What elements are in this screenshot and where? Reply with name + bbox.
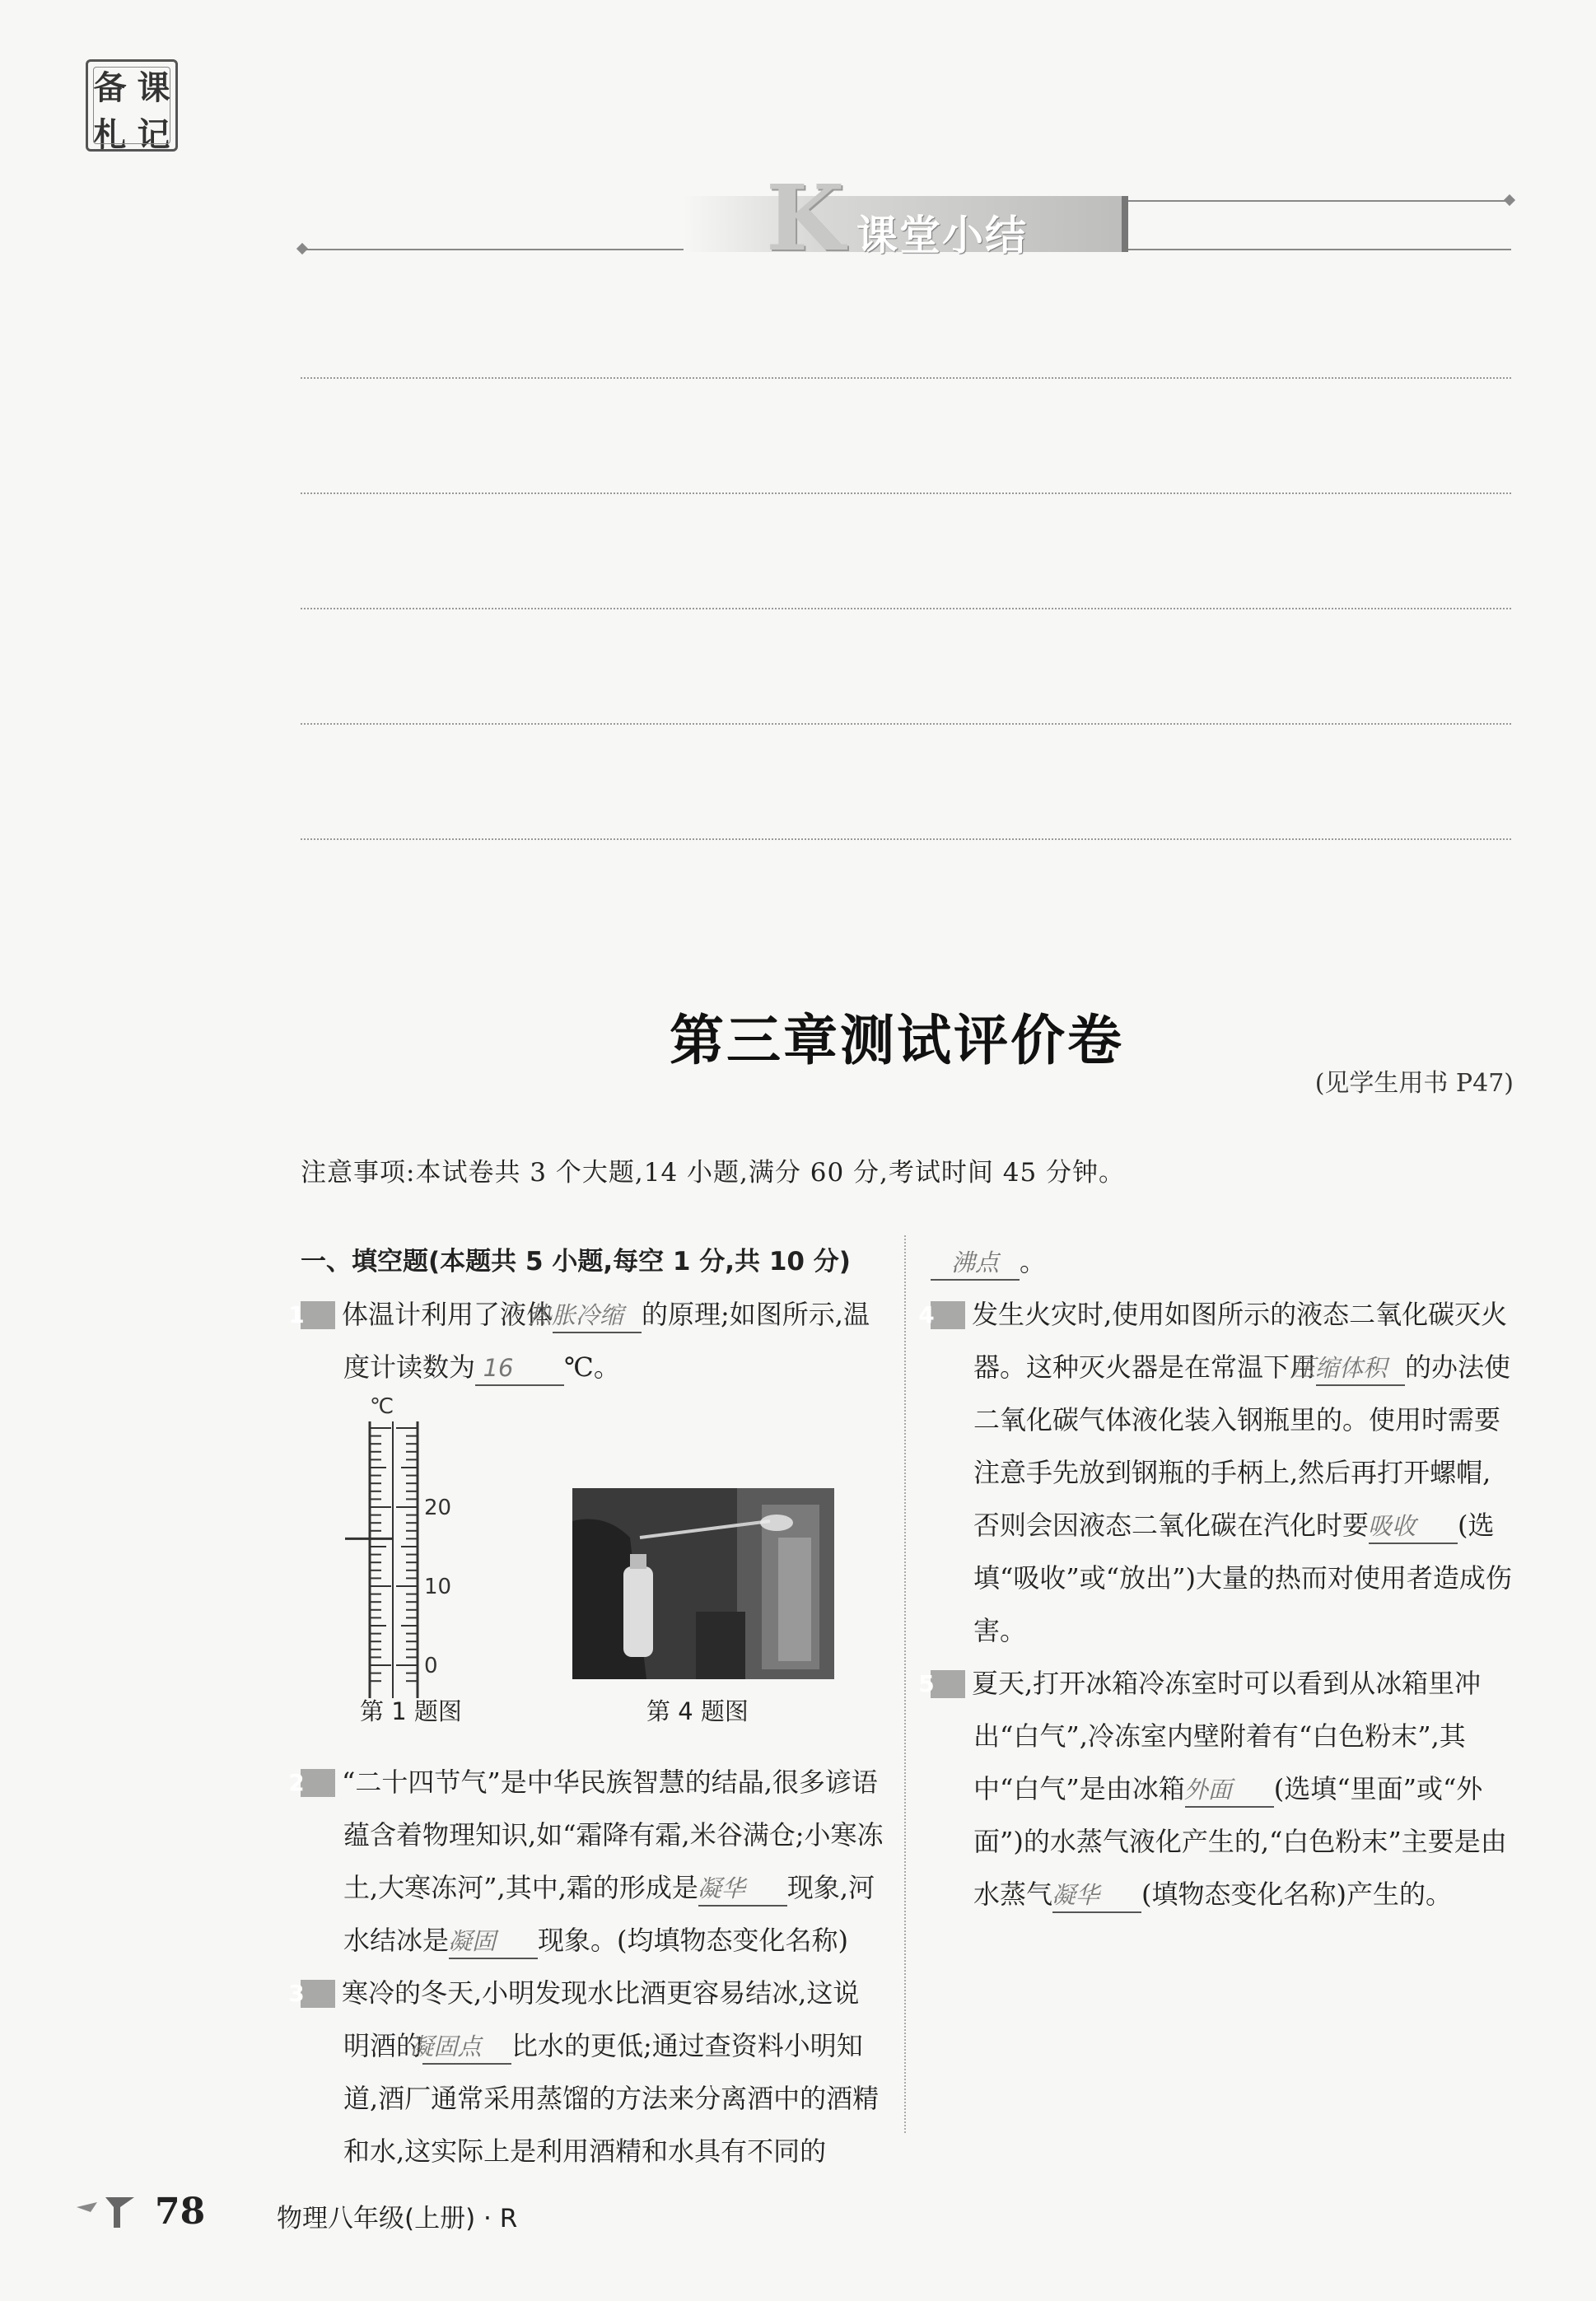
question-number: 3 xyxy=(301,1980,335,2008)
writing-line xyxy=(301,377,1511,379)
question-2: 2 “二十四节气”是中华民族智慧的结晶,很多谚语蕴含着物理知识,如“霜降有霜,米谷满仓;小寒冻土,大寒冻河”,其中,霜的形成是凝华 现象,河水结冰是凝固 现象。(均填物态变化名称) xyxy=(301,1756,885,1967)
right-column xyxy=(918,1235,1515,1921)
stamp-char: 记 xyxy=(137,116,170,154)
stamp-char: 课 xyxy=(137,69,170,107)
diamond-icon xyxy=(296,243,308,254)
answer-blank: 凝华 xyxy=(1052,1879,1141,1913)
question-number: 5 xyxy=(931,1670,965,1698)
thermometer-unit: ℃ xyxy=(370,1394,394,1419)
writing-line xyxy=(301,608,1511,609)
tick-label: 20 xyxy=(424,1496,452,1520)
section-header-letter: K xyxy=(766,165,845,271)
writing-line xyxy=(301,723,1511,725)
figure-caption: 第 1 题图 xyxy=(360,1697,462,1725)
exam-title: 第三章测试评价卷 xyxy=(670,1008,1124,1072)
answer-blank: 吸收 xyxy=(1369,1510,1458,1544)
question-number: 1 xyxy=(301,1301,335,1329)
exam-notice: 注意事项:本试卷共 3 个大题,14 小题,满分 60 分,考试时间 45 分钟。 xyxy=(301,1158,1126,1188)
column-divider xyxy=(904,1235,906,2133)
answer-blank: 沸点 xyxy=(931,1246,1020,1281)
section-header-title: 课堂小结 xyxy=(856,212,1028,259)
writing-line xyxy=(301,492,1511,494)
answer-blank: 16 xyxy=(475,1351,564,1386)
answer-blank: 压缩体积 xyxy=(1316,1351,1405,1386)
footer-ornament-icon xyxy=(72,2191,138,2232)
header-rule-top xyxy=(1128,200,1511,202)
notes-stamp xyxy=(86,59,178,152)
figure-caption: 第 4 题图 xyxy=(646,1697,749,1725)
thermometer-figure xyxy=(345,1393,493,1731)
reference-note: (见学生用书 P47) xyxy=(1314,1069,1514,1098)
answer-blank: 热胀冷缩 xyxy=(553,1299,642,1333)
stamp-char: 札 xyxy=(93,116,127,154)
figures-row xyxy=(301,1393,885,1756)
question-number: 4 xyxy=(931,1301,965,1329)
diamond-icon xyxy=(1504,194,1515,206)
tick-label: 0 xyxy=(424,1654,438,1678)
answer-blank: 凝华 xyxy=(698,1872,787,1907)
book-title: 物理八年级(上册) · R xyxy=(277,2204,518,2233)
answer-blank: 凝固点 xyxy=(422,2030,511,2065)
section-heading: 一、填空题(本题共 5 小题,每空 1 分,共 10 分) xyxy=(301,1247,851,1277)
question-1: 1 体温计利用了液体热胀冷缩 的原理;如图所示,温度计读数为 16 ℃。 xyxy=(301,1288,885,1393)
question-number: 2 xyxy=(301,1769,335,1797)
fire-extinguisher-photo xyxy=(572,1488,834,1679)
stamp-char: 备 xyxy=(93,69,127,107)
header-bar xyxy=(1122,196,1128,252)
question-3-continued: 沸点 。 xyxy=(931,1235,1515,1288)
writing-line xyxy=(301,838,1511,840)
question-4: 4 发生火灾时,使用如图所示的液态二氧化碳灭火器。这种灭火器是在常温下用压缩体积 的办法使二氧化碳气体液化装入钢瓶里的。使用时需要注意手先放到钢瓶的手柄上,然后再打开螺帽,否则会因液态二氧化碳在汽化时要吸收 (选填“吸收”或“放出”)大量的热而对使用者造成伤害。 xyxy=(918,1299,1512,1646)
question-5: 5 夏天,打开冰箱冷冻室时可以看到从冰箱里冲出“白气”,冷冻室内壁附着有“白色粉末”,其中“白气”是由冰箱外面 (选填“里面”或“外面”)的水蒸气液化产生的,“白色粉末”主要是由水蒸气凝华 (填物态变化名称)产生的。 xyxy=(931,1657,1515,1921)
question-3: 3 寒冷的冬天,小明发现水比酒更容易结冰,这说明酒的凝固点 比水的更低;通过查资料小明知道,酒厂通常采用蒸馏的方法来分离酒中的酒精和水,这实际上是利用酒精和水具有不同的 xyxy=(288,1977,880,2167)
tick-label: 10 xyxy=(424,1575,452,1599)
left-column xyxy=(288,1235,885,2177)
page-number: 78 xyxy=(155,2191,206,2233)
answer-blank: 外面 xyxy=(1185,1773,1274,1808)
answer-blank: 凝固 xyxy=(449,1925,538,1959)
